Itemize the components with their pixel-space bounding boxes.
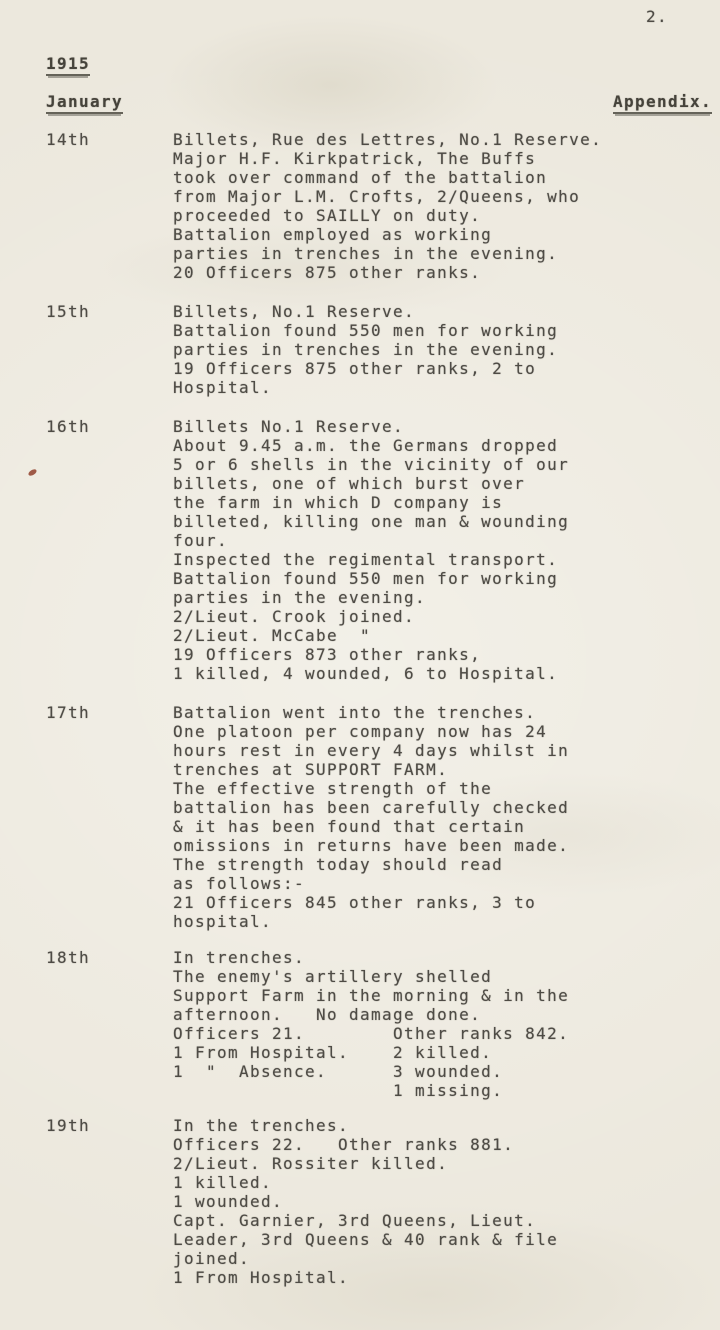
appendix-heading: Appendix. bbox=[613, 92, 712, 114]
diary-line: Battalion employed as working bbox=[173, 225, 493, 244]
diary-line: four. bbox=[173, 531, 229, 550]
diary-line: 1 killed. bbox=[173, 1173, 273, 1192]
diary-line: & it has been found that certain bbox=[173, 817, 526, 836]
month-heading: January bbox=[46, 92, 123, 114]
entry-text bbox=[173, 130, 693, 282]
diary-line: 19 Officers 873 other ranks, bbox=[173, 645, 482, 664]
diary-line: 2/Lieut. Crook joined. bbox=[173, 607, 416, 626]
diary-line: Capt. Garnier, 3rd Queens, Lieut. bbox=[173, 1211, 537, 1230]
diary-line: Hospital. bbox=[173, 378, 273, 397]
diary-line: from Major L.M. Crofts, 2/Queens, who bbox=[173, 187, 581, 206]
page-number: 2. bbox=[646, 7, 669, 26]
diary-line: took over command of the battalion bbox=[173, 168, 548, 187]
diary-line: 5 or 6 shells in the vicinity of our bbox=[173, 455, 570, 474]
entry-date: 15th bbox=[46, 302, 91, 321]
diary-line: trenches at SUPPORT FARM. bbox=[173, 760, 449, 779]
ink-speck bbox=[27, 468, 37, 477]
diary-line: 21 Officers 845 other ranks, 3 to bbox=[173, 893, 537, 912]
diary-line: omissions in returns have been made. bbox=[173, 836, 570, 855]
diary-line: The enemy's artillery shelled bbox=[173, 967, 493, 986]
diary-line: joined. bbox=[173, 1249, 251, 1268]
entry-date: 17th bbox=[46, 703, 91, 722]
diary-line: 19 Officers 875 other ranks, 2 to bbox=[173, 359, 537, 378]
diary-line: Billets, Rue des Lettres, No.1 Reserve. bbox=[173, 130, 603, 149]
diary-line: In the trenches. bbox=[173, 1116, 350, 1135]
diary-line: proceeded to SAILLY on duty. bbox=[173, 206, 482, 225]
entry-text bbox=[173, 703, 693, 931]
diary-line: billets, one of which burst over bbox=[173, 474, 526, 493]
entry-date: 14th bbox=[46, 130, 91, 149]
diary-line: Billets, No.1 Reserve. bbox=[173, 302, 416, 321]
diary-line: Officers 21. Other ranks 842. bbox=[173, 1024, 570, 1043]
diary-line: billeted, killing one man & wounding bbox=[173, 512, 570, 531]
diary-line: Leader, 3rd Queens & 40 rank & file bbox=[173, 1230, 559, 1249]
diary-line: Battalion found 550 men for working bbox=[173, 321, 559, 340]
diary-line: Inspected the regimental transport. bbox=[173, 550, 559, 569]
diary-line: parties in trenches in the evening. bbox=[173, 340, 559, 359]
diary-line: The strength today should read bbox=[173, 855, 504, 874]
diary-line: battalion has been carefully checked bbox=[173, 798, 570, 817]
diary-line: 1 From Hospital. bbox=[173, 1268, 350, 1287]
diary-line: hospital. bbox=[173, 912, 273, 931]
diary-line: Battalion found 550 men for working bbox=[173, 569, 559, 588]
entry-date: 16th bbox=[46, 417, 91, 436]
diary-line: parties in the evening. bbox=[173, 588, 427, 607]
diary-line: The effective strength of the bbox=[173, 779, 493, 798]
entry-date: 18th bbox=[46, 948, 91, 967]
diary-line: parties in trenches in the evening. bbox=[173, 244, 559, 263]
diary-line: 2/Lieut. Rossiter killed. bbox=[173, 1154, 449, 1173]
diary-line: hours rest in every 4 days whilst in bbox=[173, 741, 570, 760]
diary-line: Major H.F. Kirkpatrick, The Buffs bbox=[173, 149, 537, 168]
diary-line: 1 missing. bbox=[173, 1081, 504, 1100]
diary-line: 2/Lieut. McCabe " bbox=[173, 626, 372, 645]
diary-line: Support Farm in the morning & in the bbox=[173, 986, 570, 1005]
diary-line: About 9.45 a.m. the Germans dropped bbox=[173, 436, 559, 455]
diary-line: One platoon per company now has 24 bbox=[173, 722, 548, 741]
diary-line: 1 killed, 4 wounded, 6 to Hospital. bbox=[173, 664, 559, 683]
entry-date: 19th bbox=[46, 1116, 91, 1135]
year-heading: 1915 bbox=[46, 54, 90, 76]
diary-line: 20 Officers 875 other ranks. bbox=[173, 263, 482, 282]
diary-line: 1 wounded. bbox=[173, 1192, 284, 1211]
diary-line: 1 " Absence. 3 wounded. bbox=[173, 1062, 504, 1081]
diary-line: Battalion went into the trenches. bbox=[173, 703, 537, 722]
entry-text bbox=[173, 948, 693, 1100]
diary-line: as follows:- bbox=[173, 874, 306, 893]
diary-line: 1 From Hospital. 2 killed. bbox=[173, 1043, 493, 1062]
entry-text bbox=[173, 302, 693, 397]
diary-line: Officers 22. Other ranks 881. bbox=[173, 1135, 515, 1154]
entry-text bbox=[173, 1116, 693, 1287]
diary-line: Billets No.1 Reserve. bbox=[173, 417, 405, 436]
entry-text bbox=[173, 417, 693, 683]
diary-line: In trenches. bbox=[173, 948, 306, 967]
diary-line: the farm in which D company is bbox=[173, 493, 504, 512]
diary-line: afternoon. No damage done. bbox=[173, 1005, 482, 1024]
